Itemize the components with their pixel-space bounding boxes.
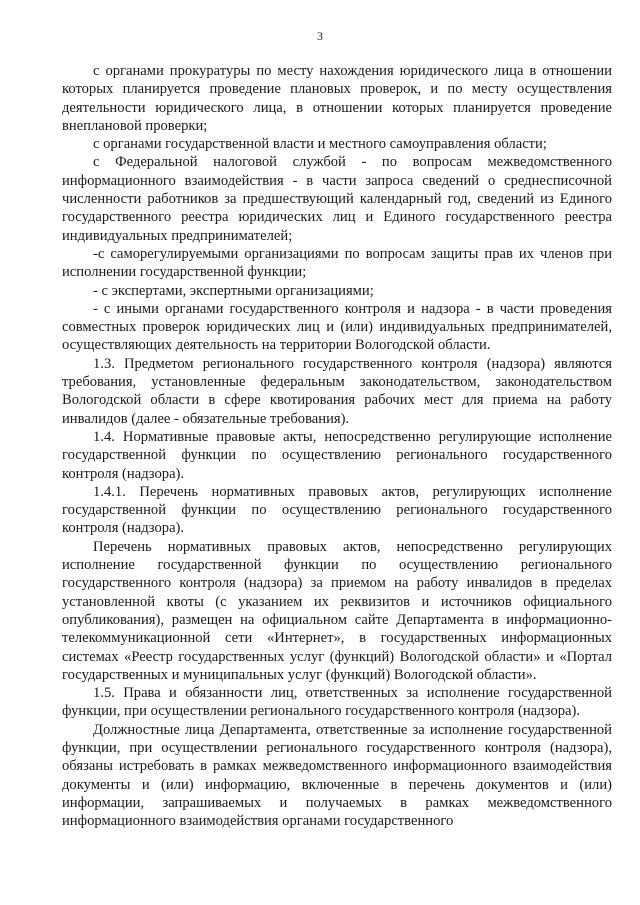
paragraph-tax-service: с Федеральной налоговой службой - по вопросам межведомственного информационного взаимодействия - в части запроса сведений о среднесписочной численности работников за предшествующий календарный год, сведений из Единого государственного реестра юридических лиц и Единого государственного реестра индивидуальных предпринимателей;: [62, 154, 612, 244]
paragraph-state-authorities: с органами государственной власти и местного самоуправления области;: [93, 136, 547, 153]
paragraph-other-control-bodies: - с иными органами государственного контроля и надзора - в части проведения совместных проверок юридических лиц и (или) индивидуальных предпринимателей, осуществляющих деятельность на территории Вологодской области.: [62, 300, 612, 354]
paragraph-prosecutor: с органами прокуратуры по месту нахождения юридического лица в отношении которых планируется проведение плановых проверок, и по месту осуществления деятельности юридического лица, в отношении которых планируется проведение внеплановой проверки;: [62, 63, 612, 134]
paragraph-1-5: 1.5. Права и обязанности лиц, ответственных за исполнение государственной функции, при осуществлении регионального государственного контроля (надзора).: [62, 685, 612, 720]
paragraph-experts: - с экспертами, экспертными организациями;: [93, 282, 374, 299]
page-number: 3: [317, 29, 323, 43]
paragraph-1-4: 1.4. Нормативные правовые акты, непосредственно регулирующие исполнение государственной функции по осуществлению регионального государственного контроля (надзора).: [62, 428, 612, 482]
paragraph-1-3: 1.3. Предметом регионального государственного контроля (надзора) являются требования, установленные федеральным законодательством, законодательством Вологодской области в сфере квотирования рабочих мест для приема на работу инвалидов (далее - обязательные требования).: [62, 355, 612, 427]
paragraph-self-regulating: -с саморегулируемыми организациями по вопросам защиты прав их членов при исполнении государственной функции;: [62, 245, 612, 281]
paragraph-1-4-1: 1.4.1. Перечень нормативных правовых актов, регулирующих исполнение государственной функции по осуществлению регионального государственного контроля (надзора).: [62, 483, 612, 537]
paragraph-officials-duties: Должностные лица Департамента, ответственные за исполнение государственной функции, при осуществлении регионального государственного контроля (надзора), обязаны истребовать в рамках межведомственного информационного взаимодействия документы и (или) информацию, включенные в перечень документов и (или) информации, запрашиваемых и получаемых в рамках межведомственного информационного взаимодействия органами государственного: [62, 721, 612, 830]
document-body: [62, 62, 612, 830]
paragraph-legal-acts-list: Перечень нормативных правовых актов, непосредственно регулирующих исполнение государственной функции по осуществлению регионального государственного контроля (надзора) за приемом на работу инвалидов в пределах установленной квоты (с указанием их реквизитов и источников официального опубликования), размещен на официальном сайте Департамента в информационно-телекоммуникационной сети «Интернет», в государственных информационных системах «Реестр государственных услуг (функций) Вологодской области» и «Портал государственных и муниципальных услуг (функций) Вологодской области».: [62, 538, 612, 683]
